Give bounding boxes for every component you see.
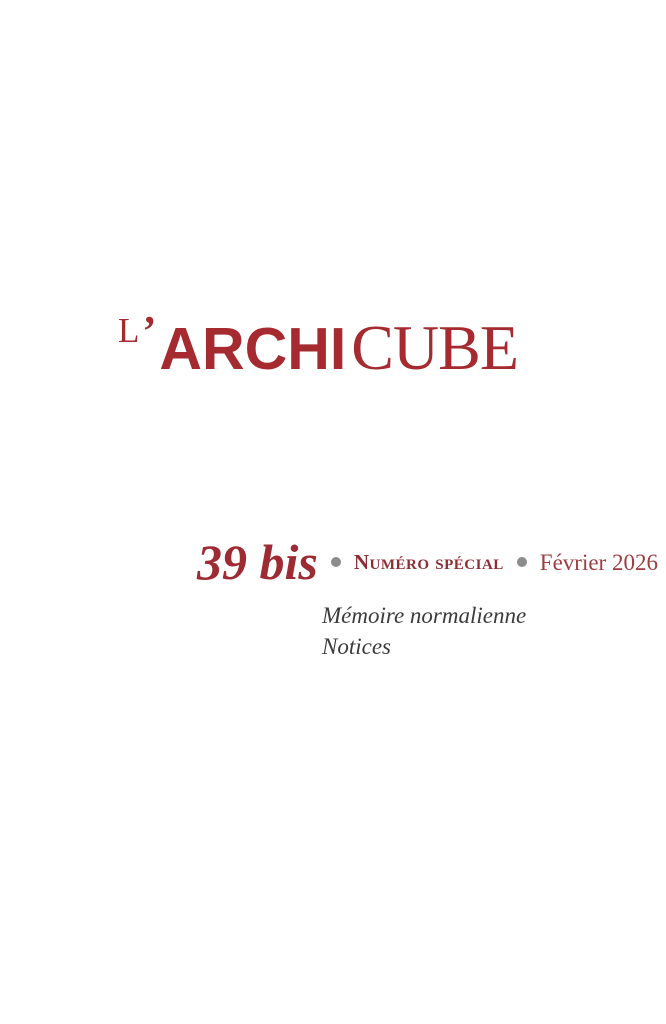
special-issue-label: Numéro spécial	[353, 549, 504, 574]
masthead-title-cube: CUBE	[351, 312, 518, 383]
issue-number: 39 bis	[197, 534, 318, 590]
subtitle-notices: Notices	[322, 634, 391, 659]
issue-date: Février 2026	[539, 549, 658, 575]
subtitle-memoire-normalienne: Mémoire normalienne	[322, 603, 527, 628]
subtitle-block	[322, 600, 526, 662]
masthead-title-archi: ARCHI	[159, 316, 347, 382]
masthead	[118, 309, 518, 383]
masthead-apostrophe: ’	[142, 309, 157, 355]
bullet-icon	[331, 557, 341, 567]
issue-line	[197, 534, 658, 590]
bullet-icon	[517, 557, 527, 567]
masthead-article: L	[118, 311, 141, 350]
